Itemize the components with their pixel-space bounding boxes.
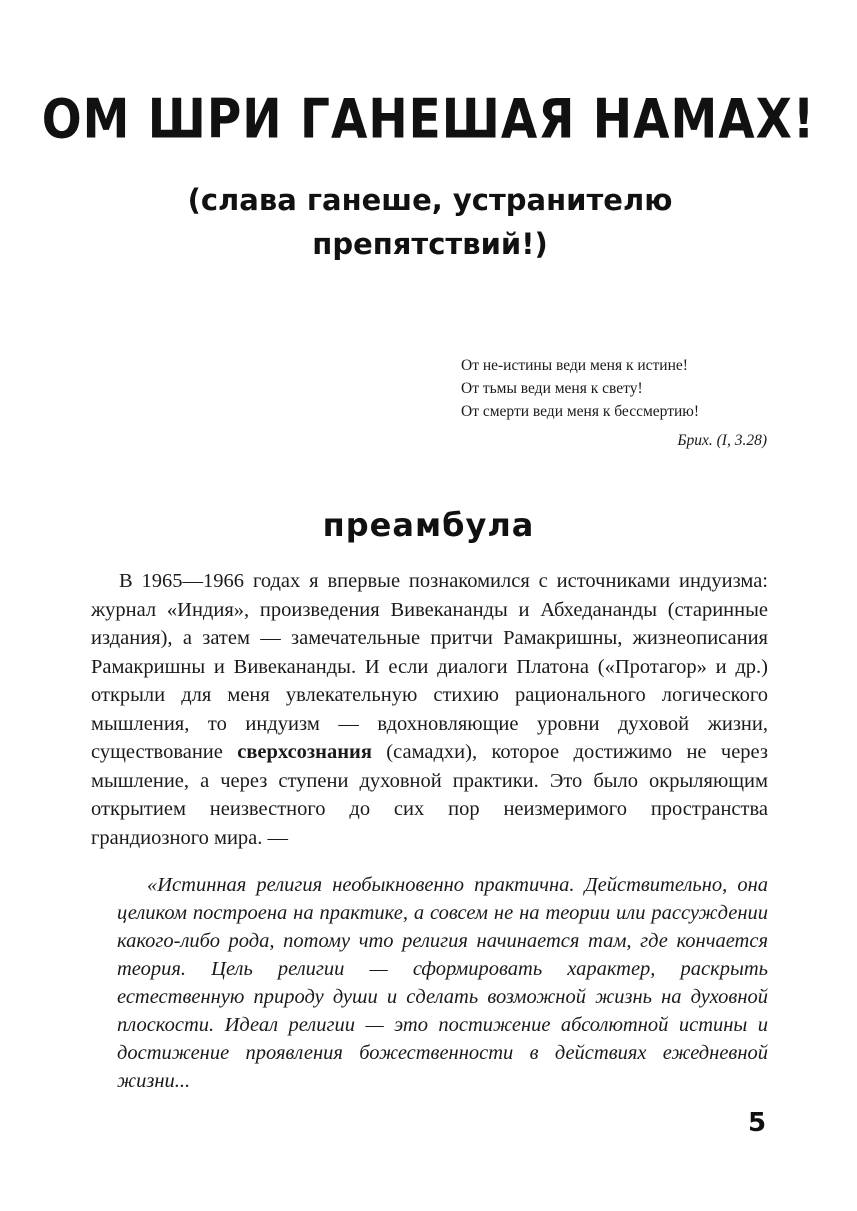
section-heading: преамбула <box>322 506 535 544</box>
body-paragraph <box>91 567 768 852</box>
epigraph-line: От не-истины веди меня к истине! <box>461 357 688 374</box>
page-title: ОМ ШРИ ГАНЕШАЯ НАМАХ! <box>41 87 816 152</box>
epigraph-source: Брих. (I, 3.28) <box>677 432 767 449</box>
epigraph-line: От тьмы веди меня к свету! <box>461 380 643 397</box>
quote-paragraph: «Истинная религия необыкновенно практична. Действительно, она целиком построена на практике, а совсем не на теории или рассуждении какого-либо рода, потому что религия начинается там, где кончается теория. Цель религии — сформировать характер, раскрыть естественную природу души и сделать возможной жизнь на духовной плоскости. Идеал религии — это постижение абсолютной истины и достижение проявления божественности в действиях ежедневной жизни... <box>117 874 768 1092</box>
epigraph <box>461 354 781 452</box>
body-text-part-1: В 1965—1966 годах я впервые познакомился с источниками индуизма: журнал «Индия», произведения Вивекананды и Абхедананды (старинные издания), а затем — замечательные притчи Рамакришны, жизнеописания Рамакришны и Вивекананды. И если диалоги Платона («Протагор» и др.) открыли для меня увлекательную стихию рационального логического мышления, то индуизм — вдохновляющие уровни духовой жизни, существование <box>91 570 768 763</box>
body-text-part-2: (самадхи), которое достижимо не через мышление, а через ступени духовной практики. Это было окрыляющим открытием неизвестного до сих пор неизмеримого пространства грандиозного мира. — <box>91 741 768 849</box>
page-number: 5 <box>748 1108 767 1138</box>
page-subtitle: (слава ганеше, устранителю препятствий!) <box>187 183 673 261</box>
epigraph-line: От смерти веди меня к бессмертию! <box>461 403 700 420</box>
bold-term: сверхсознания <box>237 741 372 763</box>
